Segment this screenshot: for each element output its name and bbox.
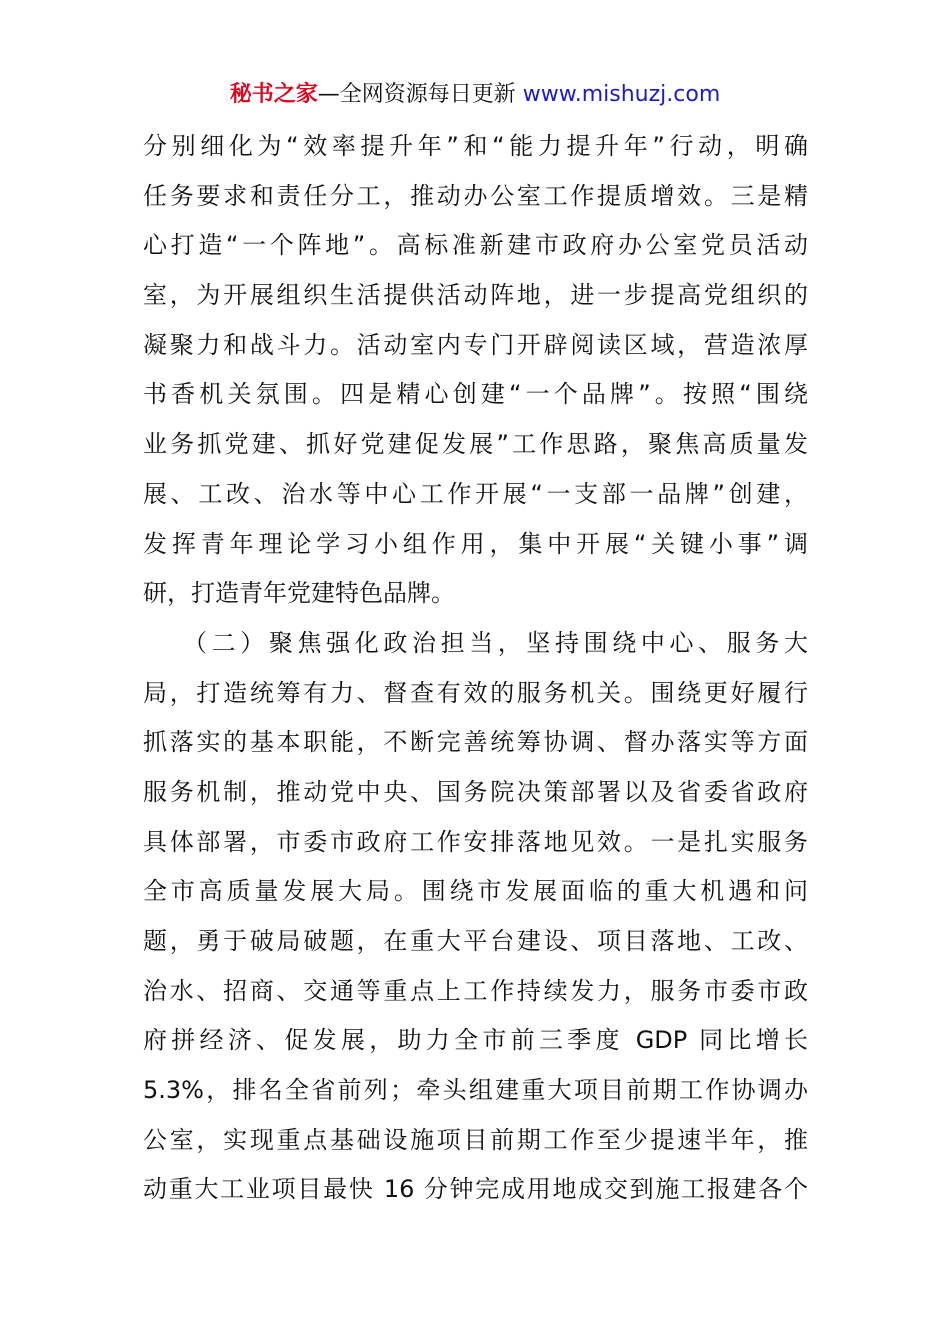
body-line: 抓落实的基本职能，不断完善统筹协调、督办落实等方面 [143, 728, 808, 757]
site-header [0, 80, 950, 110]
body-line: 服务机制，推动党中央、国务院决策部署以及省委省政府 [143, 777, 808, 806]
document-body [143, 122, 808, 1215]
body-line: 发挥青年理论学习小组作用，集中开展“关键小事”调 [143, 529, 808, 558]
section-heading-line: （二）聚焦强化政治担当，坚持围绕中心、服务大 [183, 628, 808, 657]
body-line: 具体部署，市委市政府工作安排落地见效。一是扎实服务 [143, 827, 808, 856]
body-line: 研，打造青年党建特色品牌。 [143, 579, 455, 608]
body-line: 业务抓党建、抓好党建促发展”工作思路，聚焦高质量发 [143, 430, 808, 459]
body-line: 公室，实现重点基础设施项目前期工作至少提速半年，推 [143, 1125, 808, 1154]
body-line: 动重大工业项目最快 16 分钟完成用地成交到施工报建各个 [143, 1175, 808, 1204]
body-line: 治水、招商、交通等重点上工作持续发力，服务市委市政 [143, 976, 808, 1005]
site-url-link[interactable]: www.mishuzj.com [522, 82, 721, 107]
body-line: 题，勇于破局破题，在重大平台建设、项目落地、工改、 [143, 927, 808, 955]
body-line: 全市高质量发展大局。围绕市发展面临的重大机遇和问 [143, 877, 808, 906]
body-line: 展、工改、治水等中心工作开展“一支部一品牌”创建， [143, 479, 808, 508]
body-line: 书香机关氛围。四是精心创建“一个品牌”。按照“围绕 [143, 380, 808, 409]
site-tagline: —全网资源每日更新 [317, 82, 516, 107]
site-brand: 秘书之家 [229, 82, 318, 107]
body-line: 局，打造统筹有力、督查有效的服务机关。围绕更好履行 [143, 678, 808, 707]
body-line: 心打造“一个阵地”。高标准新建市政府办公室党员活动 [143, 231, 808, 260]
body-line: 5.3%，排名全省前列；牵头组建重大项目前期工作协调办 [143, 1076, 808, 1105]
body-line: 室，为开展组织生活提供活动阵地，进一步提高党组织的 [143, 281, 808, 310]
body-line: 凝聚力和战斗力。活动室内专门开辟阅读区域，营造浓厚 [143, 330, 808, 359]
body-line: 任务要求和责任分工，推动办公室工作提质增效。三是精 [143, 181, 808, 210]
body-line: 分别细化为“效率提升年”和“能力提升年”行动，明确 [143, 132, 808, 160]
body-line: 府拼经济、促发展，助力全市前三季度 GDP 同比增长 [143, 1026, 808, 1055]
